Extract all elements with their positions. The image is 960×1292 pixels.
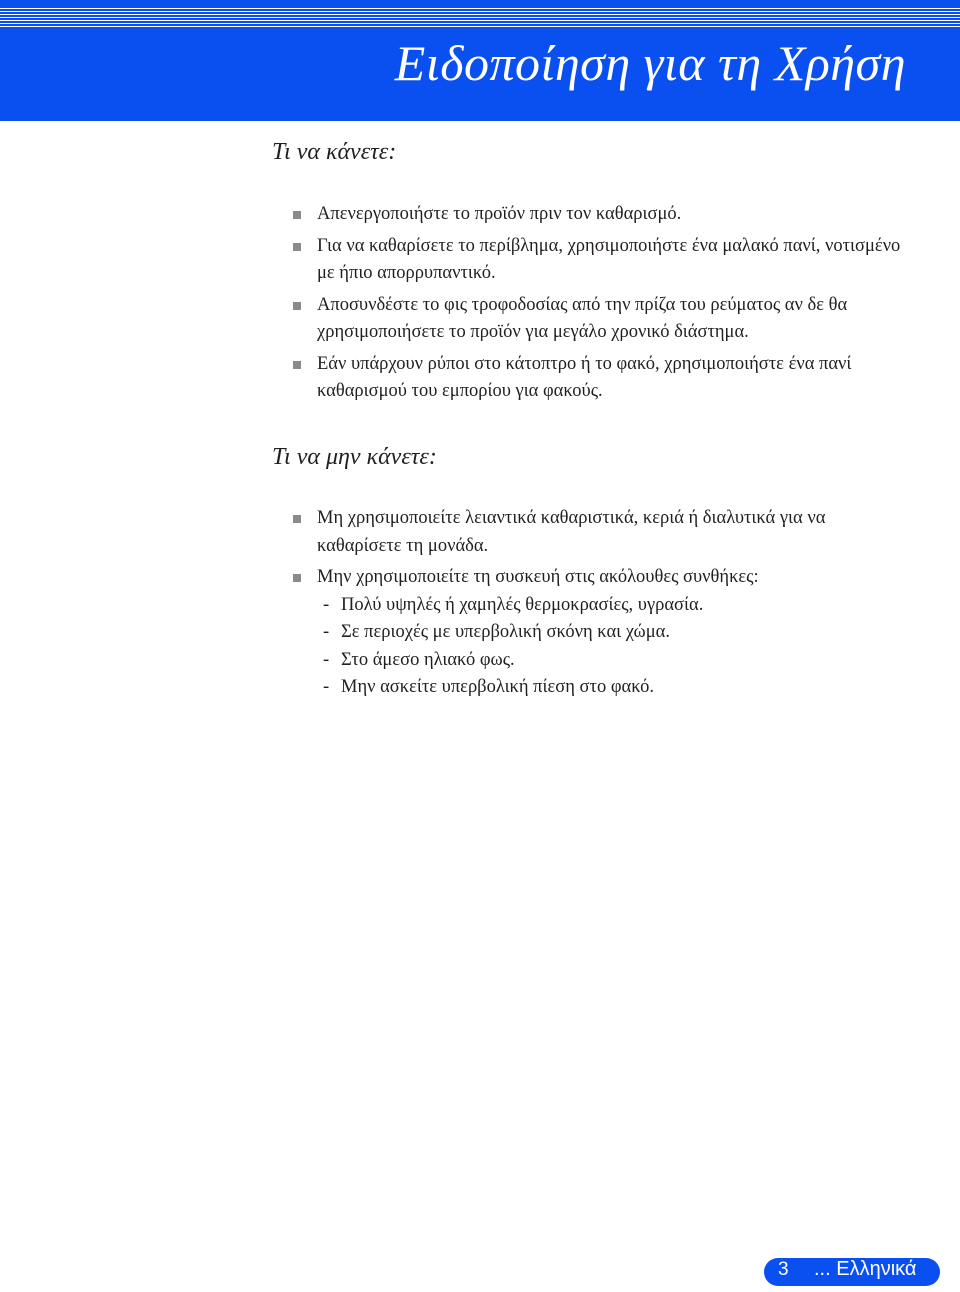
page-number: 3: [778, 1259, 789, 1280]
list-item: Μη χρησιμοποιείτε λειαντικά καθαριστικά, κεριά ή διαλυτικά για να καθαρίσετε τη μονάδα.: [293, 505, 913, 560]
sub-list-item: - Σε περιοχές με υπερβολική σκόνη και χώμα.: [323, 622, 670, 642]
list-item: Εάν υπάρχουν ρύποι στο κάτοπτρο ή το φακό, χρησιμοποιήστε ένα πανί καθαρισμού του εμπορίου για φακούς.: [293, 351, 913, 406]
square-bullet-icon: [293, 211, 301, 219]
sub-list-item: - Πολύ υψηλές ή χαμηλές θερμοκρασίες, υγρασία.: [323, 594, 704, 615]
dos-heading: Τι να κάνετε:: [272, 139, 397, 165]
header-rule: [0, 117, 960, 121]
header-stripes: [0, 8, 960, 29]
list-item: Μην χρησιμοποιείτε τη συσκευή στις ακόλουθες συνθήκες: - Πολύ υψηλές ή χαμηλές θερμοκρασίες, υγρασία. - Σε περιοχές με υπερβολική σκόνη και χώμα. - Στο άμεσο ηλιακό φως. - Μην ασκείτε υπερβολική πίεση στο φακό.: [293, 564, 913, 702]
sub-list-item: - Μην ασκείτε υπερβολική πίεση στο φακό.: [323, 677, 654, 697]
donts-heading: Τι να μην κάνετε:: [272, 444, 437, 470]
dos-list: [293, 201, 913, 406]
list-item: Για να καθαρίσετε το περίβλημα, χρησιμοποιήστε ένα μαλακό πανί, νοτισμένο με ήπιο απορρυπαντικό.: [293, 233, 913, 288]
donts-list: [293, 505, 913, 702]
square-bullet-icon: [293, 574, 301, 582]
language-label: ... Ελληνικά: [814, 1258, 917, 1280]
page-title: Ειδοποίηση για τη Χρήση: [394, 35, 906, 91]
list-item: Αποσυνδέστε το φις τροφοδοσίας από την πρίζα του ρεύματος αν δε θα χρησιμοποιήσετε το προϊόν για μεγάλο χρονικό διάστημα.: [293, 292, 913, 347]
square-bullet-icon: [293, 515, 301, 523]
conditions-sublist: [317, 592, 913, 702]
sub-list-item: - Στο άμεσο ηλιακό φως.: [323, 649, 515, 670]
square-bullet-icon: [293, 361, 301, 369]
square-bullet-icon: [293, 302, 301, 310]
square-bullet-icon: [293, 243, 301, 251]
list-item: Απενεργοποιήστε το προϊόν πριν τον καθαρισμό.: [293, 201, 913, 229]
